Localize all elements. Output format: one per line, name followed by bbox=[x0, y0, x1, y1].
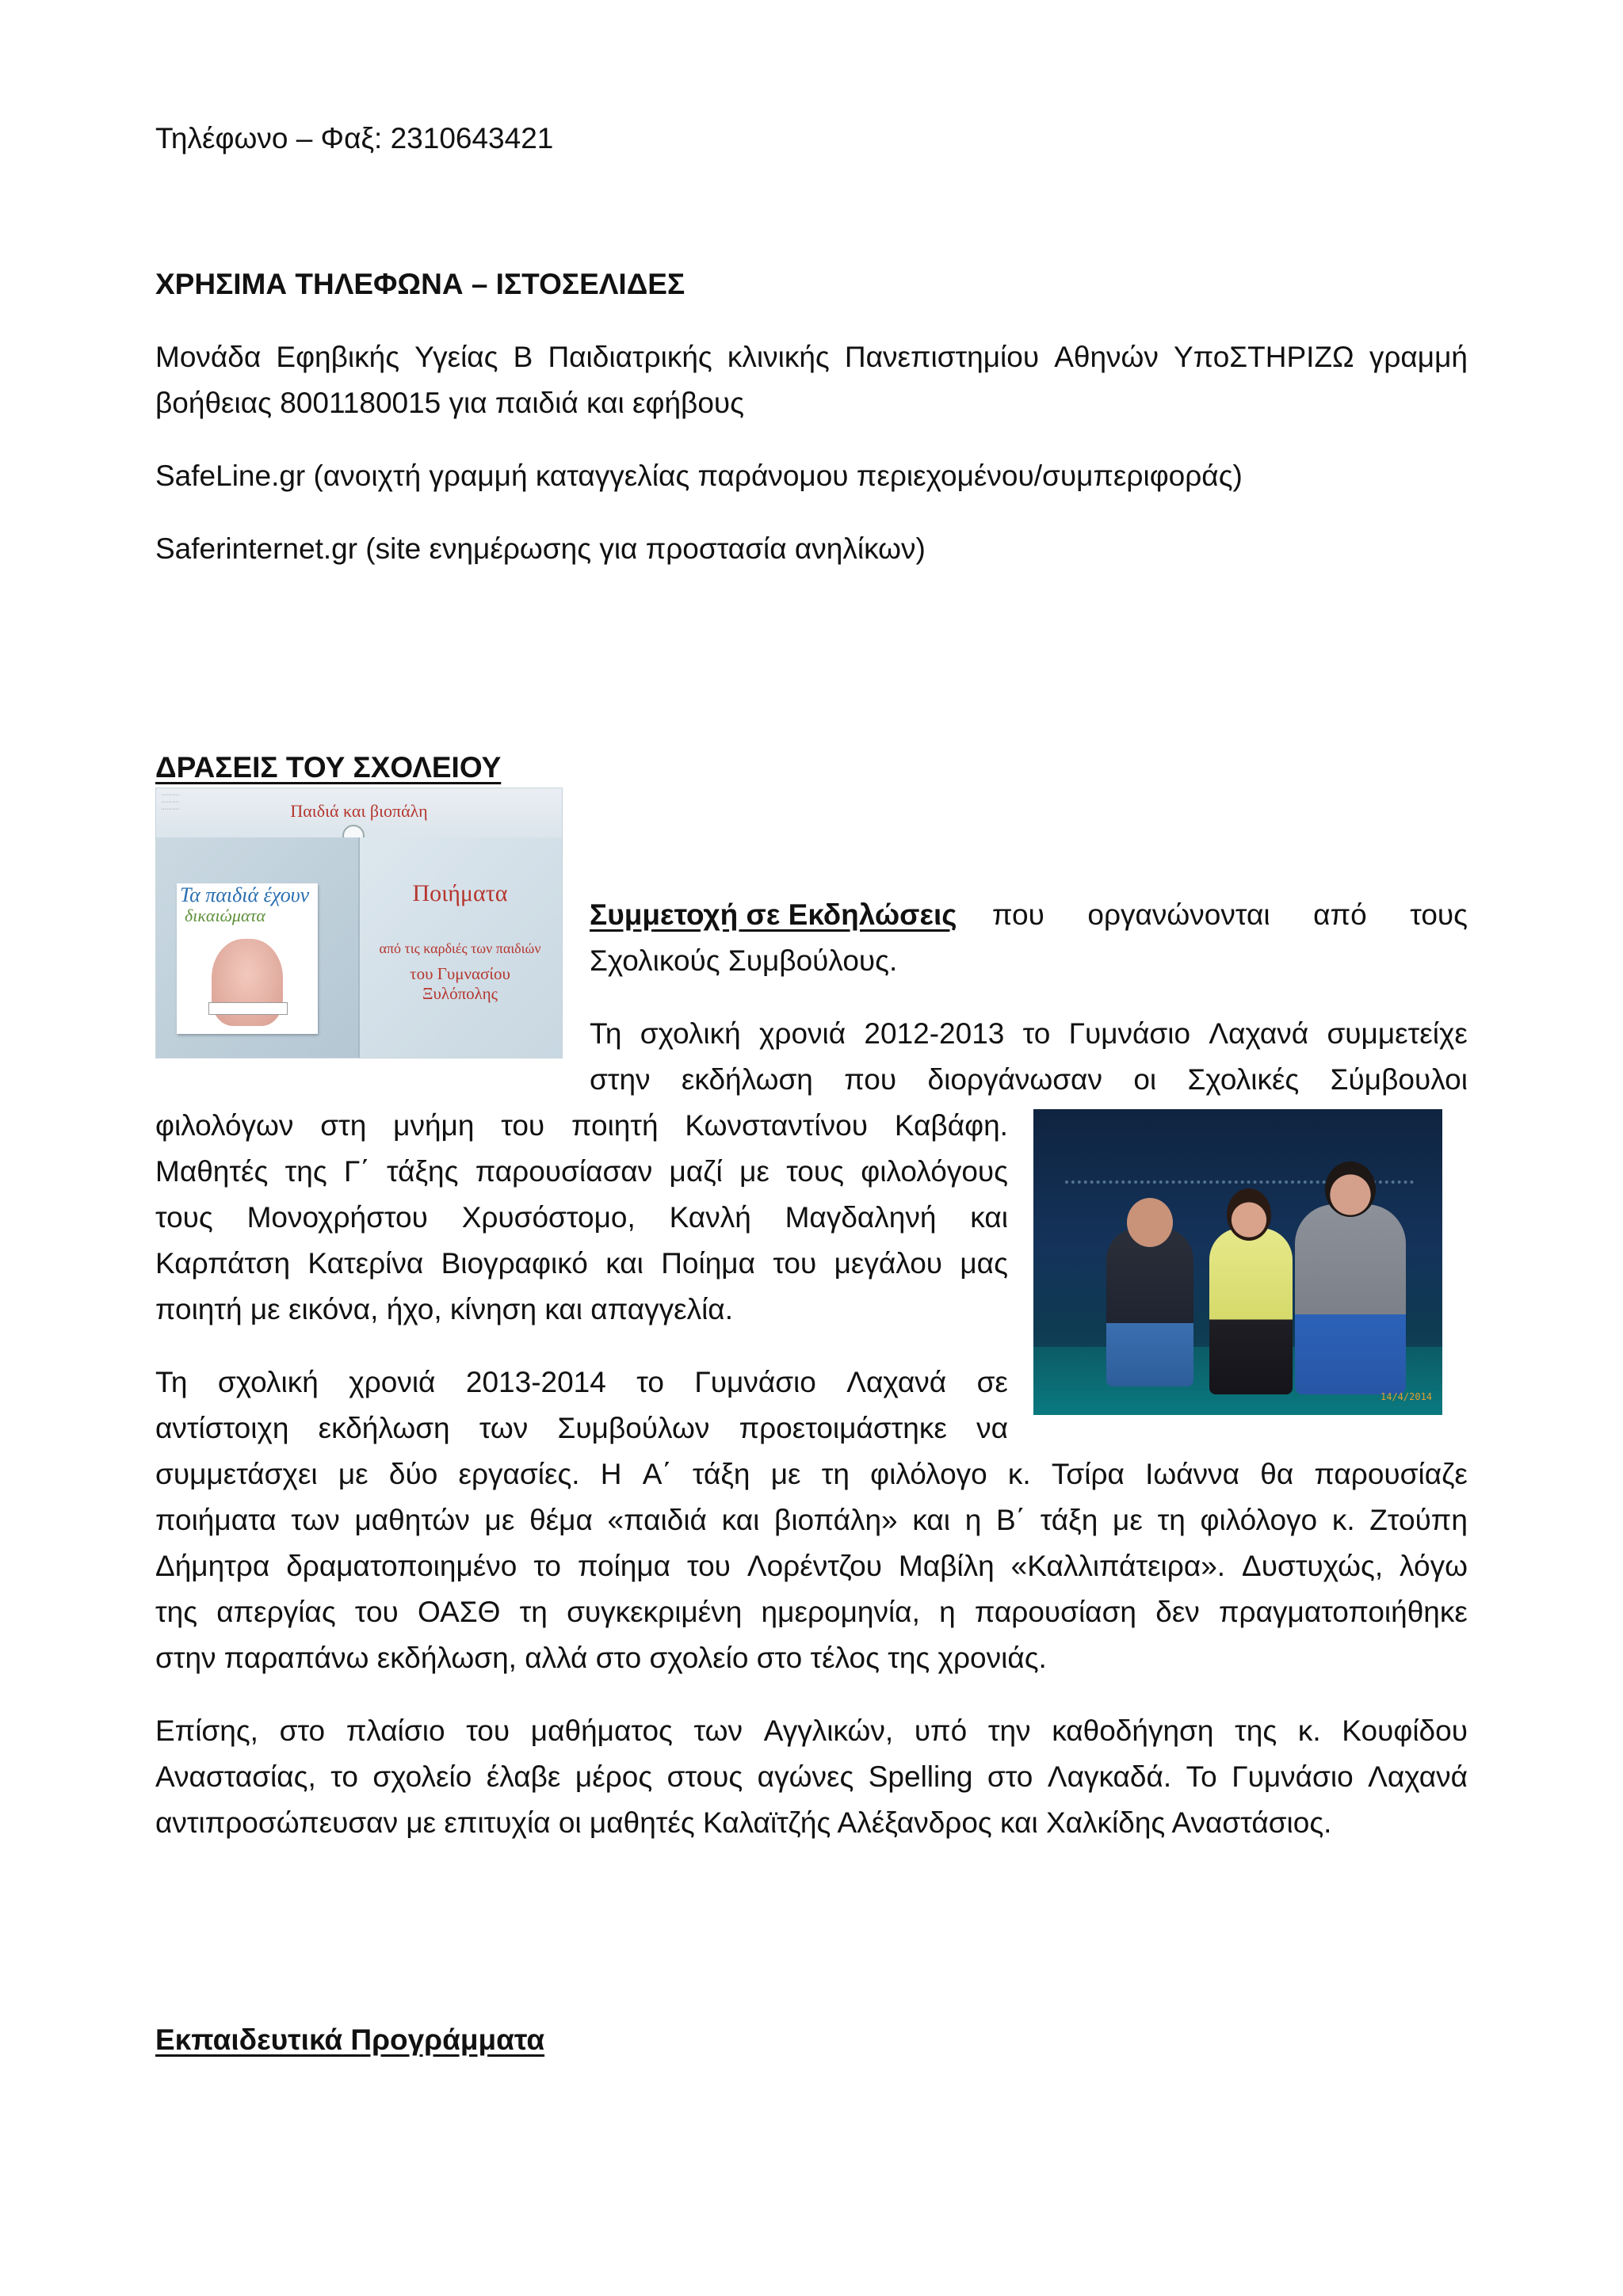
word: κ. bbox=[1297, 1714, 1321, 1747]
word: μαθητών bbox=[354, 1504, 470, 1536]
word: σχολική bbox=[217, 1366, 319, 1398]
word: Γυμνάσιο bbox=[694, 1366, 816, 1398]
word: τους bbox=[1410, 898, 1468, 931]
word: Β΄ bbox=[996, 1504, 1025, 1536]
word: φιλόλογο bbox=[870, 1458, 987, 1490]
word: Ζτούπη bbox=[1369, 1504, 1468, 1536]
word: στην bbox=[590, 1063, 651, 1096]
poster-header-title: Παιδιά και βιοπάλη bbox=[290, 801, 428, 821]
word: Κουφίδου bbox=[1342, 1714, 1468, 1747]
word: του bbox=[354, 1596, 399, 1628]
word: ημερομηνία, bbox=[761, 1596, 920, 1628]
word: στη bbox=[320, 1109, 367, 1142]
word: με bbox=[770, 1458, 801, 1490]
word: με bbox=[1113, 1504, 1143, 1536]
useful-heading: ΧΡΗΣΙΜΑ ΤΗΛΕΦΩΝΑ – ΙΣΤΟΣΕΛΙΔΕΣ bbox=[155, 268, 685, 300]
word: Μαγδαληνή bbox=[785, 1201, 937, 1234]
word: η bbox=[939, 1596, 956, 1628]
word: και bbox=[912, 1504, 951, 1536]
word: Επίσης, bbox=[155, 1714, 258, 1747]
word: του bbox=[466, 1714, 510, 1747]
word: ποιητή bbox=[571, 1109, 659, 1142]
para2-line4 bbox=[155, 1149, 1008, 1195]
photo-date-stamp: 14/4/2014 bbox=[1381, 1391, 1433, 1402]
word: τάξη bbox=[692, 1458, 750, 1490]
word: αγώνες bbox=[757, 1760, 854, 1793]
word: δεν bbox=[1155, 1596, 1200, 1628]
word: του bbox=[687, 1550, 731, 1582]
word: συγκεκριμένη bbox=[567, 1596, 743, 1628]
poster-subtitle3: Ξυλόπολης bbox=[422, 984, 498, 1003]
programs-heading: Εκπαιδευτικά Προγράμματα bbox=[155, 2023, 545, 2056]
student-left-figure bbox=[1106, 1228, 1193, 1386]
event-photo bbox=[1033, 1109, 1442, 1415]
word: μέρος bbox=[575, 1760, 653, 1793]
word: Γ΄ bbox=[343, 1155, 370, 1188]
word: χρονιά bbox=[349, 1366, 436, 1398]
word: ποίημα bbox=[577, 1550, 671, 1582]
word: φιλολόγους bbox=[861, 1155, 1008, 1188]
word: θα bbox=[1260, 1458, 1294, 1490]
word: σχολείο bbox=[372, 1760, 472, 1793]
wristband-icon bbox=[208, 1002, 288, 1015]
poster-card-text2: δικαιώματα bbox=[185, 906, 265, 925]
word: Γυμνάσιο bbox=[1068, 1017, 1191, 1050]
word: Βιογραφικό bbox=[441, 1247, 588, 1280]
participation-line2: Σχολικούς Συμβούλους. bbox=[590, 944, 898, 977]
word: γραμμή bbox=[1369, 341, 1468, 373]
saferinternet-link[interactable]: Saferinternet.gr (site ενημέρωσης για προστασία ανηλίκων) bbox=[155, 532, 926, 565]
word: στο bbox=[279, 1714, 326, 1747]
word: εκδήλωση bbox=[681, 1063, 813, 1096]
word: Δήμητρα bbox=[155, 1550, 270, 1582]
para4-line1 bbox=[155, 1708, 1468, 1754]
word: Μονοχρήστου bbox=[246, 1201, 428, 1234]
word: εργασίες. bbox=[458, 1458, 580, 1490]
word: εκδήλωση bbox=[318, 1412, 450, 1444]
word: Παιδιατρικής bbox=[548, 341, 712, 373]
word: μεγάλου bbox=[834, 1247, 943, 1280]
word: παρουσίασαν bbox=[475, 1155, 653, 1188]
word: στο bbox=[987, 1760, 1033, 1793]
word: Η bbox=[600, 1458, 622, 1490]
word: το bbox=[330, 1760, 358, 1793]
participation-title: Συμμετοχή σε Εκδηλώσεις bbox=[590, 898, 957, 931]
word: με bbox=[484, 1504, 515, 1536]
word: οι bbox=[1133, 1063, 1157, 1096]
word: Αθηνών bbox=[1054, 341, 1159, 373]
word: ποιήματα bbox=[155, 1504, 277, 1536]
word: απεργίας bbox=[216, 1596, 336, 1628]
word: σε bbox=[976, 1366, 1008, 1398]
word: Δυστυχώς, bbox=[1242, 1550, 1384, 1582]
word: βιοπάλη» bbox=[774, 1504, 898, 1536]
word: της bbox=[1235, 1714, 1277, 1747]
poster-subtitle2: του Γυμνασίου bbox=[410, 964, 510, 983]
word: «Καλλιπάτειρα». bbox=[1010, 1550, 1226, 1582]
word: αντίστοιχη bbox=[155, 1412, 289, 1444]
para3-line4 bbox=[155, 1497, 1468, 1543]
word: σχολική bbox=[640, 1017, 741, 1050]
word: 2013-2014 bbox=[465, 1366, 606, 1398]
word: μνήμη bbox=[393, 1109, 475, 1142]
word: Α΄ bbox=[642, 1458, 672, 1490]
word: την bbox=[987, 1714, 1031, 1747]
word: το bbox=[533, 1550, 561, 1582]
word: Το bbox=[1186, 1760, 1217, 1793]
para2-line5 bbox=[155, 1195, 1008, 1241]
para2-line7: ποιητή με εικόνα, ήχο, κίνηση και απαγγελία. bbox=[155, 1293, 733, 1325]
teacher-figure bbox=[1209, 1228, 1293, 1394]
word: Αγγλικών, bbox=[763, 1714, 894, 1747]
word: θέμα bbox=[529, 1504, 593, 1536]
word: μαζί bbox=[669, 1155, 723, 1188]
poster-card-text: Τα παιδιά έχουν bbox=[180, 883, 310, 906]
word: Μονάδα bbox=[155, 341, 262, 373]
word: Καβάφη. bbox=[894, 1109, 1008, 1142]
para3-line7: στην παραπάνω εκδήλωση, αλλά στο σχολείο στο τέλος της χρονιάς. bbox=[155, 1642, 1047, 1674]
word: των bbox=[291, 1504, 340, 1536]
word: Εφηβικής bbox=[276, 341, 400, 373]
poster-fine-print: ·········· ·········· ·········· bbox=[161, 792, 180, 812]
word: Ποίημα bbox=[661, 1247, 755, 1280]
word: Τη bbox=[590, 1017, 622, 1050]
word: τους bbox=[155, 1201, 213, 1234]
word: Τη bbox=[155, 1366, 188, 1398]
word: τη bbox=[821, 1458, 850, 1490]
word: φιλολόγων bbox=[155, 1109, 294, 1142]
word: με bbox=[739, 1155, 769, 1188]
word: Κωνσταντίνου bbox=[685, 1109, 868, 1142]
word: δραματοποιημένο bbox=[286, 1550, 517, 1582]
word: του bbox=[773, 1247, 817, 1280]
word: κλινικής bbox=[727, 341, 830, 373]
para2-line1 bbox=[590, 1011, 1468, 1057]
word: δύο bbox=[388, 1458, 438, 1490]
para3-line3 bbox=[155, 1451, 1468, 1497]
word: ΥποΣΤΗΡΙΖΩ bbox=[1174, 341, 1354, 373]
word: Λαγκαδά. bbox=[1047, 1760, 1172, 1793]
word: παρουσίαζε bbox=[1314, 1458, 1468, 1490]
word: και bbox=[721, 1504, 760, 1536]
word: Λορέντζου bbox=[747, 1550, 882, 1582]
word: των bbox=[693, 1714, 743, 1747]
word: καθοδήγηση bbox=[1052, 1714, 1214, 1747]
para4-line3: αντιπροσώπευσαν με επιτυχία οι μαθητές Καλαϊτζής Αλέξανδρος και Χαλκίδης Αναστάσιος. bbox=[155, 1806, 1332, 1839]
word: Κατερίνα bbox=[307, 1247, 424, 1280]
para3-line5 bbox=[155, 1543, 1468, 1589]
para2-line6 bbox=[155, 1241, 1008, 1287]
para4-line2 bbox=[155, 1754, 1468, 1800]
word: ΟΑΣΘ bbox=[418, 1596, 501, 1628]
word: και bbox=[970, 1201, 1008, 1234]
word: μαθήματος bbox=[530, 1714, 673, 1747]
word: το bbox=[1022, 1017, 1051, 1050]
actions-heading: ΔΡΑΣΕΙΣ ΤΟΥ ΣΧΟΛΕΙΟΥ bbox=[155, 751, 502, 784]
word: φιλόλογο bbox=[1200, 1504, 1318, 1536]
para3-line6 bbox=[155, 1589, 1468, 1635]
word: Καρπάτση bbox=[155, 1247, 291, 1280]
word: που bbox=[844, 1063, 897, 1096]
word: έλαβε bbox=[486, 1760, 561, 1793]
word: οργανώνονται bbox=[1087, 898, 1270, 931]
word: Spelling bbox=[868, 1760, 973, 1793]
word: Κανλή bbox=[669, 1201, 751, 1234]
para2-line2 bbox=[590, 1057, 1468, 1103]
word: μας bbox=[960, 1247, 1008, 1280]
word: διοργάνωσαν bbox=[927, 1063, 1102, 1096]
useful-item1-line1 bbox=[155, 334, 1468, 380]
word: Λαχανά bbox=[1368, 1760, 1468, 1793]
word: από bbox=[1313, 898, 1367, 931]
word: και bbox=[605, 1247, 643, 1280]
word: Μαβίλη bbox=[898, 1550, 995, 1582]
phone-fax-line: Τηλέφωνο – Φαξ: 2310643421 bbox=[155, 122, 554, 154]
participation-line1 bbox=[590, 892, 1468, 938]
word: Γυμνάσιο bbox=[1232, 1760, 1354, 1793]
word: να bbox=[976, 1412, 1008, 1444]
word: Σχολικές bbox=[1187, 1063, 1300, 1096]
word: των bbox=[479, 1412, 529, 1444]
para3-line2 bbox=[155, 1405, 1008, 1451]
word: προετοιμάστηκε bbox=[739, 1412, 947, 1444]
word: με bbox=[338, 1458, 369, 1490]
word: Λαχανά bbox=[846, 1366, 947, 1398]
para3-line1 bbox=[155, 1360, 1008, 1405]
word: Μαθητές bbox=[155, 1155, 269, 1188]
word: Ιωάννα bbox=[1145, 1458, 1240, 1490]
word: κ. bbox=[1007, 1458, 1031, 1490]
word: τάξης bbox=[386, 1155, 459, 1188]
word: της bbox=[155, 1596, 198, 1628]
poster-title: Ποιήματα bbox=[412, 880, 508, 906]
word: τους bbox=[786, 1155, 844, 1188]
safeline-link[interactable]: SafeLine.gr (ανοιχτή γραμμή καταγγελίας παράνομου περιεχομένου/συμπεριφοράς) bbox=[155, 460, 1243, 492]
word: 2012-2013 bbox=[864, 1017, 1005, 1050]
word: τη bbox=[1157, 1504, 1186, 1536]
word: συμμετάσχει bbox=[155, 1458, 318, 1490]
word: τη bbox=[519, 1596, 548, 1628]
word: κ. bbox=[1331, 1504, 1355, 1536]
word: που bbox=[992, 898, 1044, 931]
word: «παιδιά bbox=[607, 1504, 707, 1536]
word: Υγείας bbox=[414, 341, 498, 373]
word: της bbox=[285, 1155, 327, 1188]
word: συμμετείχε bbox=[1327, 1017, 1468, 1050]
student-right-figure bbox=[1295, 1204, 1406, 1394]
word: Β bbox=[513, 341, 533, 373]
word: Τσίρα bbox=[1051, 1458, 1125, 1490]
word: η bbox=[964, 1504, 982, 1536]
word: Χρυσόστομο, bbox=[461, 1201, 636, 1234]
word: πλαίσιο bbox=[346, 1714, 445, 1747]
word: παρουσίαση bbox=[974, 1596, 1136, 1628]
word: Συμβούλων bbox=[557, 1412, 710, 1444]
word: υπό bbox=[914, 1714, 968, 1747]
word: τάξη bbox=[1040, 1504, 1098, 1536]
participation-line1-rest bbox=[992, 892, 1468, 938]
word: το bbox=[636, 1366, 664, 1398]
poster-image bbox=[155, 788, 563, 1058]
word: λόγω bbox=[1400, 1550, 1468, 1582]
word: στους bbox=[666, 1760, 743, 1793]
word: Λαχανά bbox=[1209, 1017, 1309, 1050]
word: Πανεπιστημίου bbox=[844, 341, 1040, 373]
word: Αναστασίας, bbox=[155, 1760, 316, 1793]
poster-subtitle: από τις καρδιές των παιδιών bbox=[379, 940, 541, 956]
word: του bbox=[501, 1109, 545, 1142]
word: χρονιά bbox=[758, 1017, 846, 1050]
para2-line3 bbox=[155, 1103, 1008, 1149]
word: Σύμβουλοι bbox=[1330, 1063, 1468, 1096]
word: πραγματοποιήθηκε bbox=[1219, 1596, 1468, 1628]
useful-item1-line2: βοήθειας 8001180015 για παιδιά και εφήβους bbox=[155, 387, 744, 419]
